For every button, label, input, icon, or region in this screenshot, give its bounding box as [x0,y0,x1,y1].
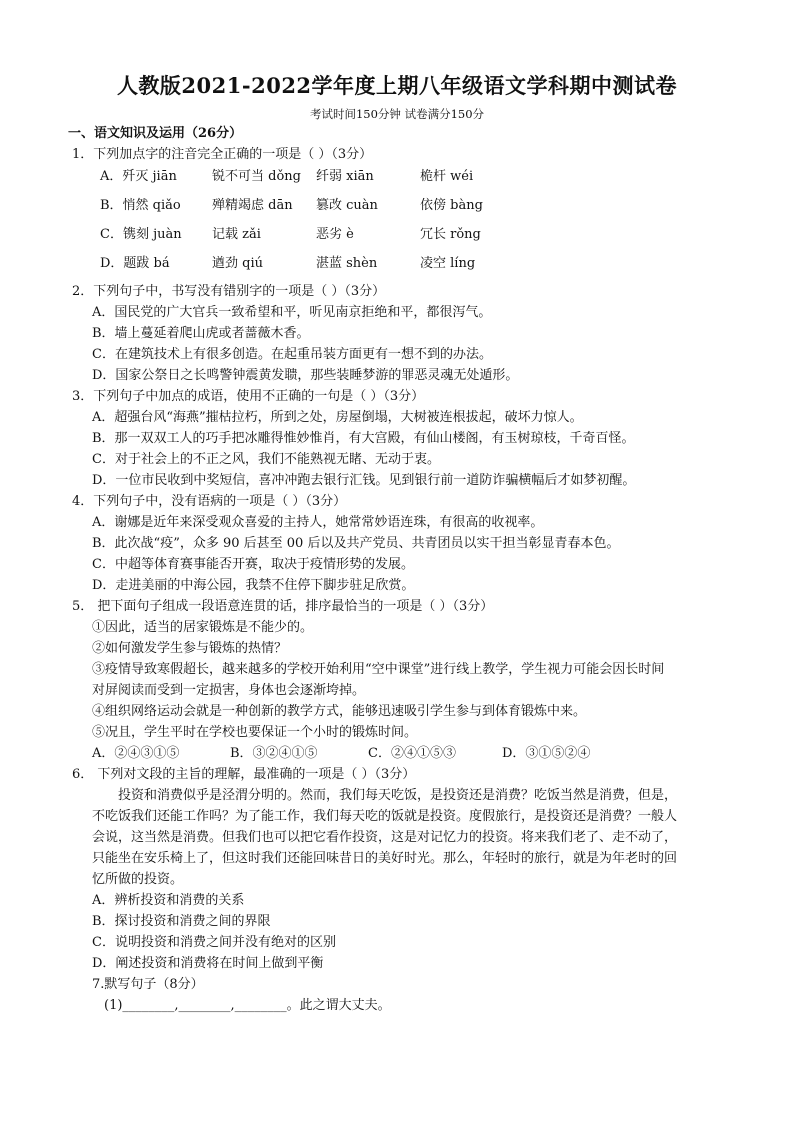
question-6-stem: 6． 下列对文段的主旨的理解，最准确的一项是（ ）（3分） [72,767,416,782]
question-2-option-d: D．国家公祭日之长鸣警钟震黄发聩，那些装睡梦游的罪恶灵魂无处遁形。 [92,368,519,383]
exam-title: 人教版2021-2022学年度上期八年级语文学科期中测试卷 [116,73,678,98]
question-1-row-d [100,256,524,272]
question-2-option-b: B．墙上蔓延着爬山虎或者蔷薇木香。 [92,326,310,341]
question-2-option-c: C．在建筑技术上有很多创造。在起重吊装方面更有一想不到的办法。 [92,347,492,362]
option: B．③②④①⑤ [230,746,318,761]
question-5-sentence: ③疫情导致寒假超长，越来越多的学校开始利用“空中课堂”进行线上教学，学生视力可能会因长时间 [92,662,665,677]
question-5-stem: 5． 把下面句子组成一段语意连贯的话，排序最恰当的一项是（ ）（3分） [72,599,494,614]
question-6-option-d: D．阐述投资和消费将在时间上做到平衡 [92,956,324,971]
question-3-option-d: D．一位市民收到中奖短信，喜冲冲跑去银行汇钱。见到银行前一道防诈骗横幅后才如梦初醒。 [92,473,636,488]
question-6-option-b: B．探讨投资和消费之间的界限 [92,914,271,929]
question-5-sentence: ⑤况且，学生平时在学校也要保证一个小时的锻炼时间。 [92,725,418,740]
passage-line: 投资和消费似乎是泾渭分明的。然而，我们每天吃饭，是投资还是消费？吃饭当然是消费，但是， [118,788,678,803]
question-4-option-b: B．此次战“疫”，众多 90 后甚至 00 后以及共产党员、共青团员以实干担当彰显青春本色。 [92,536,620,551]
question-4-option-a: A．谢娜是近年来深受观众喜爱的主持人，她常常妙语连珠，有很高的收视率。 [92,515,544,530]
option: 冗长 rǒng [420,227,481,242]
option: D．③①⑤②④ [502,746,591,761]
section-heading: 一、语文知识及运用（26分） [68,126,243,141]
option: B．悄然 qiǎo [100,198,181,213]
question-7-stem: 7.默写句子（8分） [92,977,204,992]
question-5-sentence: ④组织网络运动会就是一种创新的教学方式，能够迅速吸引学生参与到体育锻炼中来。 [92,704,587,719]
option: 锐不可当 dǒng [212,169,301,184]
option: 殚精竭虑 dān [212,198,293,213]
question-1-row-a [100,169,524,185]
option: C．镌刻 juàn [100,227,182,242]
passage-line: 会说，这当然是消费。但我们也可以把它看作投资，这是对记忆力的投资。将来我们老了、走不动了， [92,830,678,845]
question-4-option-d: D．走进美丽的中海公园，我禁不住停下脚步驻足欣赏。 [92,578,415,593]
question-6-option-a: A．辨析投资和消费的关系 [92,893,245,908]
option: 依傍 bàng [420,198,483,213]
question-3-option-c: C．对于社会上的不正之风，我们不能熟视无睹、无动于衷。 [92,452,440,467]
option: 篡改 cuàn [316,198,378,213]
question-1-row-c [100,227,524,243]
question-5-sentence: ①因此，适当的居家锻炼是不能少的。 [92,620,314,635]
option: A．歼灭 jiān [100,169,177,184]
option: C．②④①⑤③ [368,746,456,761]
question-5-sentence: 对屏阅读而受到一定损害，身体也会逐渐垮掉。 [92,683,366,698]
option: A．②④③①⑤ [92,746,180,761]
option: 纤弱 xiān [316,169,374,184]
exam-subtitle: 考试时间150分钟 试卷满分150分 [309,107,485,121]
passage-line: 忆所做的投资。 [92,872,184,887]
option: 湛蓝 shèn [316,256,378,271]
question-4-option-c: C．中超等体育赛事能否开赛，取决于疫情形势的发展。 [92,557,414,572]
question-1-row-b [100,198,524,214]
question-5-options [92,746,590,762]
passage-line: 不吃饭我们还能工作吗？为了能工作，我们每天吃的饭就是投资。度假旅行，是投资还是消费？一般人 [92,809,678,824]
option: D．题跋 bá [100,256,170,271]
option: 凌空 líng [420,256,476,271]
question-3-option-b: B．那一双双工人的巧手把冰雕得惟妙惟肖，有大宫殿，有仙山楼阁，有玉树琼枝，千奇百怪。 [92,431,635,446]
question-5-sentence: ②如何激发学生参与锻炼的热情？ [92,641,288,656]
question-7-fill-line: (1)________,________,________。此之谓大丈夫。 [104,998,391,1013]
question-1-stem: 1．下列加点字的注音完全正确的一项是（ ）（3分） [72,147,373,162]
question-2-option-a: A．国民党的广大官兵一致希望和平，听见南京拒绝和平，都很泻气。 [92,305,492,320]
question-4-stem: 4．下列句子中，没有语病的一项是（ ）（3分） [72,494,347,509]
option: 遒劲 qiú [212,256,263,271]
question-6-option-c: C．说明投资和消费之间并没有绝对的区别 [92,935,336,950]
question-3-option-a: A．超强台风“海燕”摧枯拉朽，所到之处，房屋倒塌，大树被连根拔起，破坏力惊人。 [92,410,583,425]
option: 记载 zǎi [212,227,261,242]
option: 恶劣 è [316,227,354,242]
question-2-stem: 2．下列句子中，书写没有错别字的一项是（ ）（3分） [72,284,386,299]
question-3-stem: 3．下列句子中加点的成语，使用不正确的一句是（ ）（3分） [72,389,425,404]
passage-line: 只能坐在安乐椅上了，但这时我们还能回味昔日的美好时光。那么，年轻时的旅行，就是为年老时的回 [92,851,678,866]
option: 桅杆 wéi [420,169,474,184]
